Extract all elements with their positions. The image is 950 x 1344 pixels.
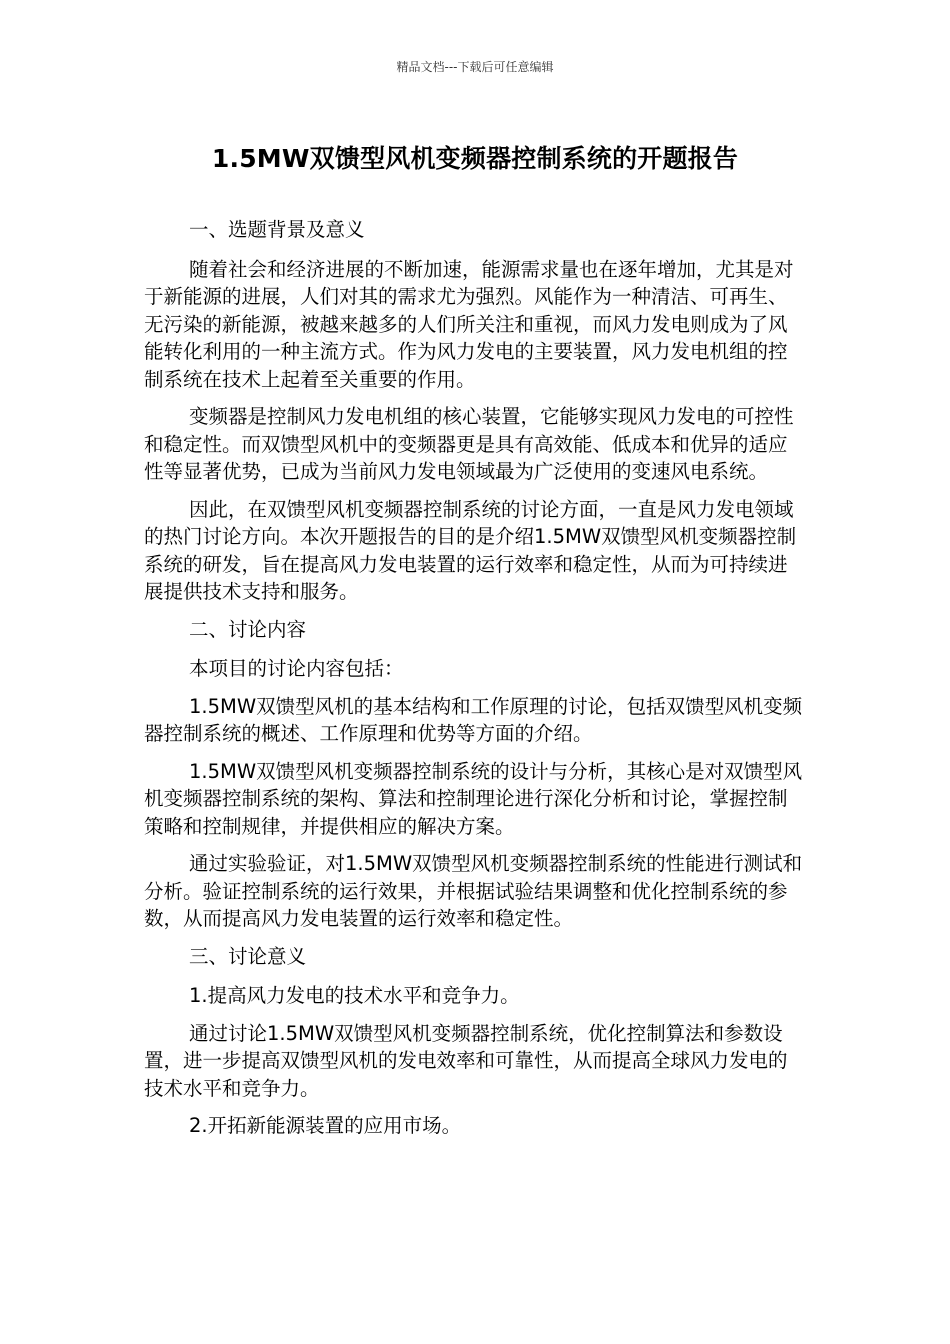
paragraph: 随着社会和经济进展的不断加速，能源需求量也在逐年增加，尤其是对于新能源的进展，人们对其的需求尤为强烈。风能作为一种清洁、可再生、无污染的新能源，被越来越多的人们所关注和重视，而风力发电则成为了风能转化利用的一种主流方式。作为风力发电的主要装置，风力发电机组的控制系统在技术上起着至关重要的作用。: [144, 257, 794, 391]
paragraph: 2.开拓新能源装置的应用市场。: [189, 1114, 462, 1137]
section-heading: 三、讨论意义: [189, 944, 307, 968]
section-heading: 二、讨论内容: [189, 617, 307, 641]
paragraph: 1.5MW双馈型风机变频器控制系统的设计与分析，其核心是对双馈型风机变频器控制系统的架构、算法和控制理论进行深化分析和讨论，掌握控制策略和控制规律，并提供相应的解决方案。: [144, 759, 803, 838]
paragraph: 因此，在双馈型风机变频器控制系统的讨论方面，一直是风力发电领域的热门讨论方向。本次开题报告的目的是介绍1.5MW双馈型风机变频器控制系统的研发，旨在提高风力发电装置的运行效率和稳定性，从而为可持续进展提供技术支持和服务。: [144, 497, 797, 603]
paragraph: 通过讨论1.5MW双馈型风机变频器控制系统，优化控制算法和参数设置，进一步提高双馈型风机的发电效率和可靠性，从而提高全球风力发电的技术水平和竞争力。: [144, 1021, 788, 1100]
paragraph: 通过实验验证，对1.5MW双馈型风机变频器控制系统的性能进行测试和分析。验证控制系统的运行效果，并根据试验结果调整和优化控制系统的参数，从而提高风力发电装置的运行效率和稳定性。: [144, 852, 803, 930]
paragraph: 1.5MW双馈型风机的基本结构和工作原理的讨论，包括双馈型风机变频器控制系统的概述、工作原理和优势等方面的介绍。: [144, 694, 803, 745]
header-note: 精品文档---下载后可任意编辑: [396, 60, 554, 74]
paragraph: 本项目的讨论内容包括：: [189, 657, 404, 680]
paragraph: 1.提高风力发电的技术水平和竞争力。: [189, 984, 520, 1007]
paragraph: 变频器是控制风力发电机组的核心装置，它能够实现风力发电的可控性和稳定性。而双馈型风机中的变频器更是具有高效能、低成本和优异的适应性等显著优势，已成为当前风力发电领域最为广泛使用的变速风电系统。: [144, 405, 794, 483]
document-body: [144, 216, 806, 1150]
section-heading: 一、选题背景及意义: [189, 218, 365, 241]
page-title: 1.5MW双馈型风机变频器控制系统的开题报告: [211, 144, 739, 173]
